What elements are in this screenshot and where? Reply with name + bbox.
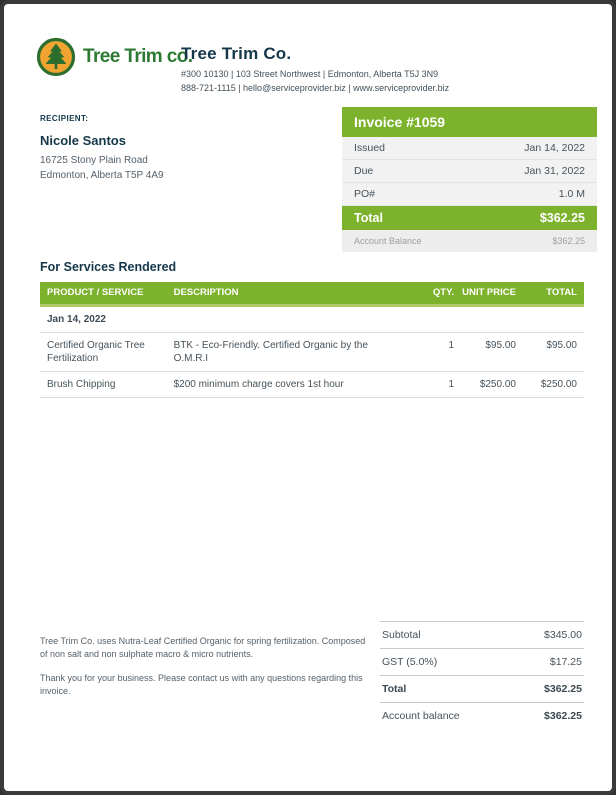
col-qty: QTY.	[432, 287, 455, 298]
service-row	[40, 333, 584, 372]
service-qty: 1	[448, 339, 455, 351]
recipient-block	[40, 114, 164, 183]
service-description: $200 minimum charge covers 1st hour	[173, 378, 344, 390]
due-value: Jan 31, 2022	[524, 165, 585, 177]
footer-notes	[40, 621, 370, 729]
total-row	[380, 675, 584, 702]
invoice-number-title: Invoice #1059	[342, 107, 597, 137]
col-product-service: PRODUCT / SERVICE	[47, 287, 144, 298]
invoice-total-value: $362.25	[539, 211, 585, 225]
invoice-balance-row	[342, 230, 597, 252]
logo-wordmark: Tree Trim co.	[83, 46, 193, 67]
service-qty: 1	[448, 378, 455, 390]
invoice-balance-label: Account Balance	[354, 236, 422, 246]
services-section-title: For Services Rendered	[40, 260, 177, 274]
company-contact-line: 888-721-1115 | hello@serviceprovider.biz | www.serviceprovider.biz	[181, 82, 450, 93]
subtotal-label: Subtotal	[382, 629, 421, 641]
po-label: PO#	[354, 188, 376, 200]
col-total: TOTAL	[546, 287, 577, 298]
gst-label: GST (5.0%)	[382, 656, 438, 668]
gst-value: $17.25	[549, 656, 582, 668]
account-balance-label: Account balance	[382, 710, 460, 722]
company-header	[181, 44, 449, 96]
total-label: Total	[382, 683, 407, 695]
service-product: Certified Organic Tree Fertilization	[47, 339, 145, 364]
company-name: Tree Trim Co.	[181, 44, 292, 63]
company-address-line1: #300 10130 | 103 Street Northwest | Edmonton, Alberta T5J 3N9	[181, 69, 439, 79]
recipient-address-line1: 16725 Stony Plain Road	[40, 155, 148, 166]
total-value: $362.25	[544, 683, 582, 695]
subtotal-row	[380, 621, 584, 648]
issued-value: Jan 14, 2022	[524, 142, 585, 154]
subtotal-value: $345.00	[544, 629, 582, 641]
thank-you-note: Thank you for your business. Please contact us with any questions regarding this invoice.	[40, 673, 363, 696]
service-date-group: Jan 14, 2022	[40, 307, 584, 333]
invoice-balance-value: $362.25	[552, 236, 585, 246]
account-balance-value: $362.25	[544, 710, 582, 722]
invoice-total-label: Total	[354, 211, 383, 225]
recipient-label: RECIPIENT:	[40, 114, 89, 123]
invoice-due-row	[342, 160, 597, 183]
invoice-summary-box	[342, 107, 597, 252]
service-unit-price: $95.00	[485, 339, 516, 351]
service-description: BTK - Eco-Friendly. Certified Organic by the O.M.R.I	[173, 339, 368, 364]
due-label: Due	[354, 165, 374, 177]
service-unit-price: $250.00	[479, 378, 516, 390]
invoice-footer	[40, 621, 584, 729]
invoice-po-row	[342, 183, 597, 206]
po-value: 1.0 M	[558, 188, 585, 200]
services-table-header	[40, 282, 584, 307]
services-section	[40, 260, 584, 398]
pine-tree-logo-icon	[36, 37, 76, 77]
gst-row	[380, 648, 584, 675]
service-row	[40, 372, 584, 398]
col-description: DESCRIPTION	[173, 287, 239, 298]
col-unit-price: UNIT PRICE	[462, 287, 516, 298]
recipient-address-line2: Edmonton, Alberta T5P 4A9	[40, 169, 164, 181]
issued-label: Issued	[354, 142, 385, 154]
service-total: $95.00	[546, 339, 577, 351]
fertilization-note: Tree Trim Co. uses Nutra-Leaf Certified Organic for spring fertilization. Composed of non salt and non sulphate macro & micro nutrients.	[40, 636, 366, 659]
recipient-name: Nicole Santos	[40, 133, 126, 148]
service-product: Brush Chipping	[47, 378, 116, 390]
brand-logo	[36, 37, 192, 77]
invoice-total-row	[342, 206, 597, 230]
service-total: $250.00	[540, 378, 577, 390]
totals-block	[380, 621, 584, 729]
invoice-issued-row	[342, 137, 597, 160]
account-balance-row	[380, 702, 584, 729]
